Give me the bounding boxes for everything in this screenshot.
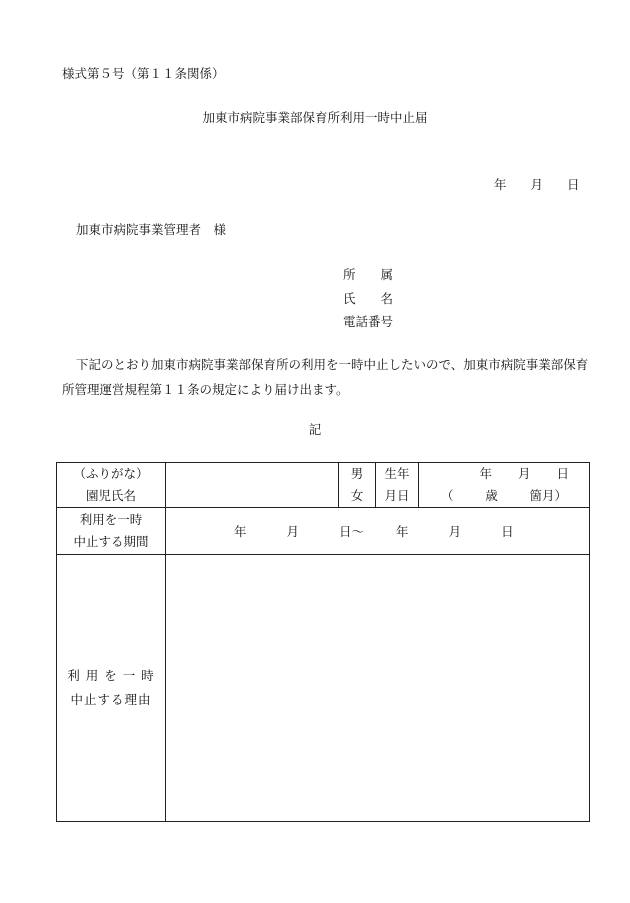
period-from-year: 年 <box>234 524 247 539</box>
dob-label-bottom: 月日 <box>384 488 410 503</box>
dob-year: 年 <box>479 466 492 481</box>
date-month: 月 <box>530 177 544 192</box>
child-name-field[interactable] <box>166 463 339 508</box>
months-unit: 箇月） <box>529 488 567 503</box>
age-open: （ <box>441 488 454 503</box>
period-to-month: 月 <box>448 524 462 539</box>
child-row <box>57 463 590 508</box>
period-label-top: 利用を一時 <box>79 512 143 527</box>
date-day: 日 <box>567 177 580 192</box>
ki-heading: 記 <box>308 422 322 437</box>
date-year: 年 <box>494 177 507 192</box>
period-from-day: 日～ <box>339 524 365 539</box>
phone-label: 電話番号 <box>343 314 394 329</box>
sex-cell[interactable] <box>339 463 376 508</box>
dob-label-top: 生年 <box>384 466 410 481</box>
reason-label-cell <box>57 555 166 822</box>
dob-label-cell <box>376 463 419 508</box>
period-row <box>57 508 590 555</box>
suspension-form-table <box>56 462 590 822</box>
period-to-day: 日 <box>501 524 514 539</box>
female-option[interactable]: 女 <box>350 488 364 503</box>
period-label-cell <box>57 508 166 555</box>
child-name-label: 園児氏名 <box>85 488 136 503</box>
child-name-label-cell <box>57 463 166 508</box>
page-title: 加東市病院事業部保育所利用一時中止届 <box>202 110 428 125</box>
period-to-year: 年 <box>396 524 409 539</box>
dob-day: 日 <box>556 466 569 481</box>
reason-field[interactable] <box>166 555 590 822</box>
dob-field[interactable] <box>419 463 590 508</box>
furigana-label: （ふりがな） <box>73 466 149 481</box>
addressee: 加東市病院事業管理者 様 <box>76 222 227 237</box>
reason-row <box>57 555 590 822</box>
form-number: 様式第５号（第１１条関係） <box>62 66 225 81</box>
dob-month: 月 <box>517 466 531 481</box>
body-text: 下記のとおり加東市病院事業部保育所の利用を一時中止したいので、加東市病院事業部保育所管理運営規程第１１条の規定により届け出ます。 <box>62 357 589 397</box>
date-line <box>494 175 580 193</box>
reason-label-bottom: 中止する理由 <box>70 692 152 707</box>
affiliation-label: 所 属 <box>343 267 394 282</box>
male-option[interactable]: 男 <box>350 466 364 481</box>
period-from-month: 月 <box>286 524 300 539</box>
reason-label-top: 利 用 を 一 時 <box>67 668 155 683</box>
age-unit: 歳 <box>485 488 498 503</box>
period-label-bottom: 中止する期間 <box>73 534 149 549</box>
name-label: 氏 名 <box>343 291 394 306</box>
period-field[interactable] <box>166 508 590 555</box>
